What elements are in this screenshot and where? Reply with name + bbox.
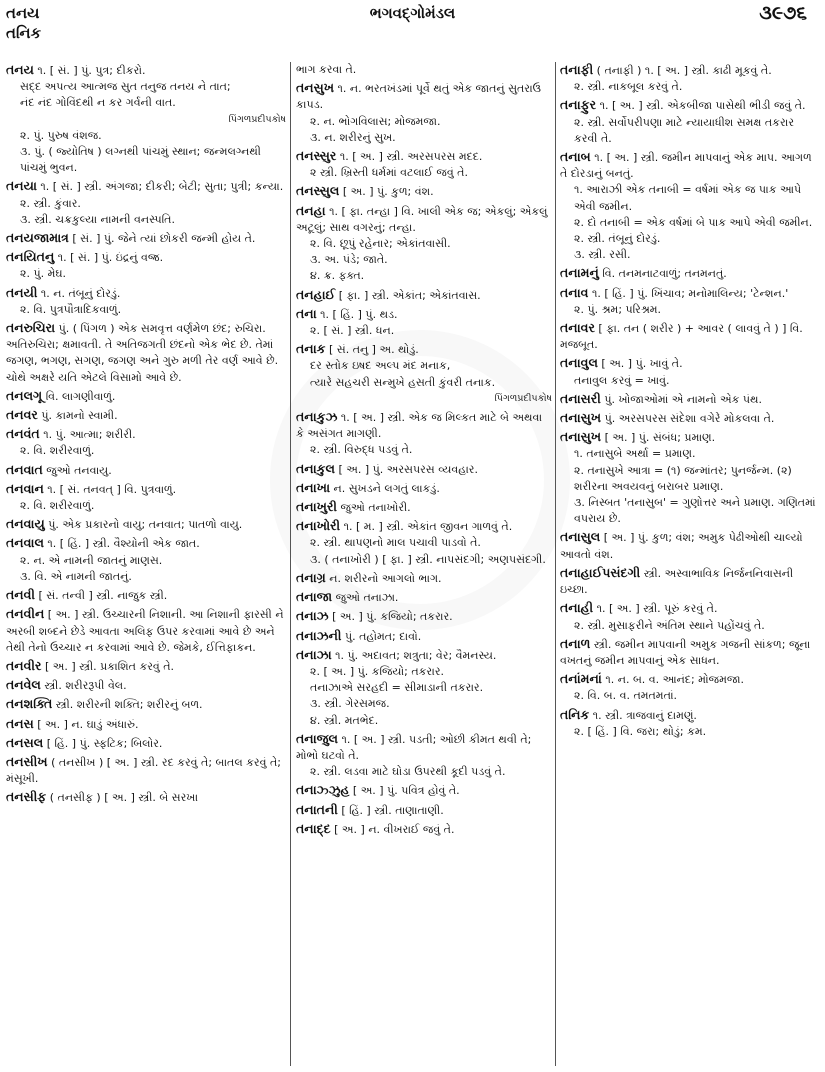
definition: ૧. ન. બ. વ. આનંદ; મોજમજા. <box>605 673 744 687</box>
definition: [ અ. ] પું. ખાવું તે. <box>601 357 683 371</box>
dictionary-entry <box>6 230 286 247</box>
dictionary-entry <box>560 707 820 740</box>
dictionary-entry <box>6 606 286 656</box>
headword: તનય <box>6 62 34 77</box>
headword: તનવાયુ <box>6 516 45 532</box>
headword: તનવીન <box>6 606 45 622</box>
headword: તનાસરી <box>560 390 601 406</box>
definition-line: ૨. દો તનાબી = એક વર્ષમાં બે પાક આપે એવી જમીન. <box>574 215 813 229</box>
headword: તનાગ્ર <box>296 569 326 585</box>
dictionary-entry <box>560 391 820 408</box>
dictionary-entry <box>6 462 286 479</box>
definition: સ્ત્રી. જમીન માપવાની અમુક ગજની સાંકળ; જૂના વખતનું જમીન માપવાનું એક સાધન. <box>560 637 811 667</box>
definition: [ અ. ] પું. કજિયો; તકરાર. <box>332 610 453 624</box>
definition-line: ૨. [ સં. ] સ્ત્રી. ધન. <box>310 324 395 338</box>
headword: તનાજા <box>296 589 333 605</box>
headword: તનાફુર <box>560 97 597 113</box>
definition-line: ૨. પું. મેઘ. <box>20 267 67 281</box>
dictionary-entry <box>296 80 552 146</box>
definition: [ અ. ] ન. ઘાડું અંધારું. <box>37 717 139 731</box>
definition-line: ત્યારે સહચરી સન્મુખે હસતી કુંવરી તનાક. <box>310 375 496 389</box>
headword: તનવાન <box>6 480 44 496</box>
dictionary-entry <box>296 409 552 459</box>
dictionary-entry <box>6 658 286 675</box>
dictionary-entry <box>296 480 552 497</box>
dictionary-entry <box>296 203 552 285</box>
definition-line: ૨. સ્ત્રી. સર્વોપરીપણા માટે ન્યાયાધીશ સમક્ષ તકરાર કરવી તે. <box>574 115 795 145</box>
headword: તનસ્સુલ <box>296 183 340 199</box>
definition-line: ૨. વિ. પુત્રપૌત્રાદિકવાળું. <box>20 302 122 316</box>
dictionary-entry <box>296 499 552 516</box>
headword: તનાખુરી <box>296 499 337 515</box>
headword: તનાકુલ <box>296 460 335 476</box>
headword: તનાવ <box>560 284 589 300</box>
headword: તનાતની <box>296 801 338 817</box>
definition-line: ૨. સ્ત્રી. લડવા માટે ઘોડા ઉપરથી કૂદી પડવું તે. <box>310 765 506 779</box>
definition-line: ૨. સ્ત્રી. કુંવાર. <box>20 196 81 210</box>
definition-line: ૧. તનાસુબે અર્થા = પ્રમાણ. <box>574 447 696 461</box>
column-1 <box>6 62 286 1066</box>
dictionary-entry <box>560 320 820 353</box>
definition: [ અ. ] સ્ત્રી. ઉચ્ચારની નિશાની. આ નિશાની ફારસી ને અરબી શબ્દને છેડે આવતા અલિફ ઉપર કરવામાં આવે છે અને તેથી તેનો ઉચ્ચાર ન કરવામાં આવે છે. જેમકે, ઈત્તિફાકન. <box>6 608 284 654</box>
dictionary-entry <box>6 178 286 228</box>
definition-line: ૩. નિસ્બત 'તનાસુબ' = ગુણોત્તર અને પ્રમાણ. ગણિતમાં વપરાય છે. <box>574 496 816 526</box>
headword: તનાઝની <box>296 627 342 643</box>
headword: તનયિતનુ <box>6 249 55 265</box>
headword: તનવી <box>6 587 35 603</box>
headword: તનાખા <box>296 479 331 495</box>
headword: તનાદ્દ <box>296 820 331 836</box>
dictionary-entry <box>560 636 820 669</box>
page-number: ૩૯૭૬ <box>759 2 807 24</box>
definition: [ અ. ] પું. પવિત્ર હોવું તે. <box>352 784 460 798</box>
headword: તનવીર <box>6 657 42 673</box>
definition: ૧. [ અ. ] સ્ત્રી. પડતી; ઓછી કીમત થવી તે; મોભો ઘટવો તે. <box>296 732 532 762</box>
headword: તનાહી <box>560 600 594 616</box>
dictionary-entry <box>6 535 286 585</box>
dictionary-entry <box>560 600 820 633</box>
headword: તનાઝા <box>296 646 332 662</box>
dictionary-entry <box>6 735 286 752</box>
dictionary-entry <box>296 628 552 645</box>
definition: સ્ત્રી. શરીરની શક્તિ; શરીરનું બળ. <box>55 698 203 712</box>
definition: ૧. [ અ. ] સ્ત્રી. એકબીજા પાસેથી ભીડી જવું તે. <box>599 99 806 113</box>
headword: તનસુખ <box>296 80 335 96</box>
definition-line: ૩. સ્ત્રી. ચક્રકુલ્યા નામની વનસ્પતિ. <box>20 212 175 226</box>
headword: તનયા <box>6 178 37 194</box>
definition: [ ફા. ] સ્ત્રી. એકાંત; એકાંતવાસ. <box>338 288 481 302</box>
definition: [ હિં. ] સ્ત્રી. તાણાતાણી. <box>341 803 444 817</box>
headword: તનાબ <box>560 149 591 165</box>
dictionary-entry <box>296 821 552 838</box>
definition: ૧. સ્ત્રી. ત્રાજવાનું દામણું. <box>592 708 697 722</box>
dictionary-entry <box>6 587 286 604</box>
definition: ન. સુખડને લગતું લાકડું. <box>333 481 440 495</box>
definition: ૧. [ અ. ] સ્ત્રી. જમીન માપવાનું એક માપ. આગળ તે દોરડાનું બનતું. <box>560 151 812 181</box>
headword: તનસ્સુર <box>296 148 337 164</box>
headword: તનવાલ <box>6 535 44 551</box>
dictionary-entry <box>6 320 286 386</box>
headword: તનાવર <box>560 320 595 336</box>
definition: [ અ. ] પું. કુળ; વંશ; અમુક પેઢીઓથી ચાલ્યો આવતો વંશ. <box>560 531 803 561</box>
headword: તનામનું <box>560 265 599 281</box>
definition: વિ. લાગણીવાળું. <box>45 389 116 403</box>
column-3 <box>560 62 820 1066</box>
definition-line: તનાવુલ કરવું = ખાવું. <box>574 373 670 387</box>
dictionary-entry <box>6 407 286 424</box>
definition: ૧. [ અ. ] સ્ત્રી. એક જ મિલ્કત માટે બે અથવા કે અસંગત માગણી. <box>296 411 543 441</box>
definition: ૧. [ હિં. ] પું. ખિંચાવ; મનોમાલિન્ય; 'ટેન્શન.' <box>591 286 789 300</box>
definition: ૧. ન. તંબૂનું દોરડું. <box>40 286 121 300</box>
dictionary-entry <box>6 696 286 713</box>
dictionary-entry <box>6 62 286 176</box>
dictionary-entry <box>296 647 552 729</box>
column-2 <box>296 62 552 1066</box>
headword: તનાળ <box>560 635 591 651</box>
headword: તનલગૂ <box>6 387 43 403</box>
definition: ( તનસીખ ) [ અ. ] સ્ત્રી. રદ કરવું તે; બાતલ કરવું તે; મંસૂખી. <box>6 755 281 786</box>
headword: તનવાત <box>6 461 43 477</box>
definition: ૧. [ સં. ] પું. પુત્ર; દીકરો. <box>37 64 146 77</box>
definition: ૧. પું. અદાવત; શત્રુતા; વેર; વૈમનસ્ય. <box>335 648 497 662</box>
headword: તનાફી <box>560 62 594 77</box>
definition: પું. એક પ્રકારનો વાયુ; તનવાત; પાતળો વાયુ. <box>48 518 243 532</box>
definition: [ સં. ] પું. જેને ત્યાં છોકરી જન્મી હોય તે. <box>72 232 256 246</box>
definition: સ્ત્રી. શરીરરૂપી વેલ. <box>44 679 127 693</box>
definition: ભાગ કરવા તે. <box>296 63 357 76</box>
column-divider <box>555 62 556 1066</box>
definition-line: ૩. સ્ત્રી. રસી. <box>574 248 631 262</box>
dictionary-entry <box>560 97 820 147</box>
headword: તનસ <box>6 715 34 731</box>
definition-line: ૨. સ્ત્રી. મુસાફરીને અંતિમ સ્થાને પહોંચવું તે. <box>574 618 765 632</box>
definition: [ અ. ] સ્ત્રી. પ્રકાશિત કરવું તે. <box>44 659 175 673</box>
column-divider <box>290 62 291 1066</box>
definition: [ સં. તનુ ] અ. થોડું. <box>329 343 419 357</box>
headword: તનસીખ <box>6 753 48 769</box>
headword: તનાસુખ <box>560 429 602 445</box>
dictionary-entry <box>560 410 820 427</box>
headword: તનહા <box>296 202 326 218</box>
definition-line: ૨. વિ. છૂપું રહેનાર; એકાંતવાસી. <box>310 237 451 251</box>
headword: તનાહાઈપસંદગી <box>560 564 641 580</box>
dictionary-entry <box>6 388 286 405</box>
guide-word-last: તનિક <box>6 24 42 42</box>
definition-line: ૨ સ્ત્રી. ખ્રિસ્તી ધર્મમાં વટલાઈ જવું તે. <box>310 166 468 180</box>
definition: [ હિં. ] પું. સ્ફટિક; બિલોર. <box>46 736 163 750</box>
running-title: ભગવદ્ગોમંડલ <box>369 4 456 22</box>
definition-line: ૩. પું. ( જ્યોતિષ ) લગ્નથી પાંચમું સ્થાન; જન્મલગ્નથી પાંચમું ભુવન. <box>20 145 261 175</box>
definition-line: ૩. ( તનાખોરી ) [ ફા. ] સ્ત્રી. નાપસંદગી; અણપસંદગી. <box>310 552 546 566</box>
headword: તનવેલ <box>6 677 41 693</box>
definition: પું. ખોજાઓમાં એ નામનો એક પંથ. <box>604 392 762 406</box>
definition-line: ૩. અ. પંડે; જાતે. <box>310 253 388 267</box>
dictionary-entry <box>296 306 552 339</box>
dictionary-entry <box>560 62 820 95</box>
dictionary-entry <box>296 782 552 799</box>
definition-line: ૩. સ્ત્રી. ગેરસમજ. <box>310 697 390 711</box>
definition: જુઓ તનાઝા. <box>335 591 399 605</box>
definition: ૧. [ સં. ] સ્ત્રી. અંગજા; દીકરી; બેટી; સુતા; પુત્રી; કન્યા. <box>40 180 284 194</box>
definition-line: સદ્દ અપત્ય આત્મજ સુત તનુજ તનય ને તાત; <box>20 80 231 94</box>
headword: તનાઝ્ઝુહ <box>296 782 350 798</box>
dictionary-entry <box>296 589 552 606</box>
definition: [ ફા. તન ( શરીર ) + આવર ( લાવવું તે ) ] વિ. મજબૂત. <box>560 322 803 352</box>
dictionary-entry <box>296 62 552 78</box>
definition: ૧. [ હિં. ] પું. થડ. <box>320 307 398 321</box>
dictionary-entry <box>296 183 552 200</box>
headword: તનશક્તિ <box>6 696 53 712</box>
definition: પું. ( પિંગળ ) એક સમવૃત્ત વર્ણમેળ છંદ; રુચિરા. અતિરુચિરા; ક્ષમાવતી. તે અતિજગતી છંદનો એક ભેદ છે. તેમાં જગણ, ભગણ, સગણ, જગણ અને ગુરુ મળી તેર વર્ણ આવે છે. ચોથે અક્ષરે યતિ એટલે વિસામો આવે છે. <box>6 322 279 384</box>
dictionary-entry <box>6 481 286 514</box>
dictionary-entry <box>560 149 820 263</box>
dictionary-entry <box>296 148 552 181</box>
definition-line: પિંગળપ્રદીપકોષ <box>494 392 552 404</box>
headword: તનાંમનાં <box>560 671 602 687</box>
definition-line: ૧. આરાઝી એક તનાબી = વર્ષમાં એક જ પાક આપે એવી જમીન. <box>574 183 802 213</box>
headword: તનરુચિરા <box>6 320 56 336</box>
headword: તના <box>296 305 317 321</box>
dictionary-entry <box>296 518 552 568</box>
dictionary-entry <box>560 285 820 318</box>
headword: તનાવુલ <box>560 355 598 371</box>
definition: જુઓ તનાખોરી. <box>340 501 411 515</box>
headword: તનાસુખ <box>560 410 602 426</box>
definition: [ અ. ] પું. સંબંધ; પ્રમાણ. <box>604 431 716 445</box>
definition: પું. કામનો સ્વામી. <box>41 409 118 423</box>
definition: [ સં. તન્વી ] સ્ત્રી. નાજુક સ્ત્રી. <box>38 589 168 603</box>
definition-line: પિંગળપ્રદીપકોષ <box>228 113 286 125</box>
definition-line: ૪. ક્ર. ફક્ત. <box>310 269 365 283</box>
definition: ન. શરીરનો આગલો ભાગ. <box>329 571 442 585</box>
definition-line: ૨. સ્ત્રી. થાપણનો માલ પચાવી પાડવો તે. <box>310 536 481 550</box>
headword: તનયજામાત્ર <box>6 230 69 246</box>
headword: તનહાઈ <box>296 286 336 302</box>
definition: ૧. [ સં. તનવત્ ] વિ. પુત્રવાળું. <box>47 482 177 496</box>
headword: તનાસુલ <box>560 529 601 545</box>
dictionary-entry <box>560 671 820 704</box>
definition-line: ૨. સ્ત્રી. તંબૂનું દોરડું. <box>574 232 661 246</box>
dictionary-entry <box>6 754 286 787</box>
dictionary-entry <box>296 802 552 819</box>
dictionary-entry <box>6 285 286 318</box>
dictionary-entry <box>296 731 552 781</box>
dictionary-entry <box>6 677 286 694</box>
definition: ( તનાફી ) ૧. [ અ. ] સ્ત્રી. કાઢી મૂકવું તે. <box>596 64 772 77</box>
definition-line: ૨. ન. ભોગવિલાસ; મોજમજા. <box>310 114 441 128</box>
dictionary-entry <box>560 355 820 388</box>
definition: ૧. [ ફા. તન્હા ] વિ. ખાલી એક જ; એકલું; એકલું અટૂલું; સાથ વગરનું; તન્હા. <box>296 204 548 234</box>
dictionary-entry <box>560 265 820 282</box>
definition: ૧. [ અ. ] સ્ત્રી. અરસપરસ મદદ. <box>339 150 483 164</box>
dictionary-entry <box>296 608 552 625</box>
definition-line: તનાઝાએ સરહદી = સીમાડાની તકરાર. <box>310 681 484 695</box>
definition-line: ૨. સ્ત્રી. નાકબૂલ કરવું તે. <box>574 80 683 94</box>
dictionary-entry <box>560 429 820 527</box>
definition-line: ૩. વિ. એ નામની જાતનું. <box>20 569 132 583</box>
headword: તનવંત <box>6 426 40 442</box>
definition: [ અ. ] પું. અરસપરસ વ્યવહાર. <box>338 462 478 476</box>
definition-line: દર સ્તોક ઇષદ અલ્પ મંદ મનાક, <box>310 359 451 373</box>
headword: તનવર <box>6 407 38 423</box>
definition-line: ૨. વિ. શરીરવાળું. <box>20 499 95 513</box>
definition: વિ. તનમનાટવાળું; તનમનતું. <box>602 267 727 281</box>
definition-line: ૨. [ અ. ] પું. કજિયો; તકરાર. <box>310 664 445 678</box>
definition: ( તનસીફ ) [ અ. ] સ્ત્રી. બે સરખા <box>49 791 199 805</box>
headword: તનિક <box>560 706 590 722</box>
guide-word-first: તનય <box>6 4 40 22</box>
definition-line: ૨. સ્ત્રી. વિરુદ્ધ પડવું તે. <box>310 443 413 457</box>
headword: તનાખોરી <box>296 518 341 534</box>
definition-line: ૨. પું. પુરુષ વંશજ. <box>20 128 102 142</box>
definition-line: ૨. ન. એ નામની જાતનું માણસ. <box>20 553 163 567</box>
dictionary-entry <box>6 789 286 806</box>
dictionary-entry <box>296 461 552 478</box>
definition: ૧. [ મ. ] સ્ત્રી. એકાંત જીવન ગાળવું તે. <box>343 520 513 534</box>
dictionary-entry <box>296 341 552 407</box>
definition: ૧. ન. ભરતખંડમાં પૂર્વે થતું એક જાતનું સુતરાઉ કાપડ. <box>296 82 541 112</box>
dictionary-entry <box>296 287 552 304</box>
headword: તનાક <box>296 341 326 357</box>
definition: ૧. [ અ. ] સ્ત્રી. પૂરું કરવું તે. <box>596 602 718 616</box>
definition: [ અ. ] પું. કુળ; વંશ. <box>342 185 434 199</box>
headword: તનાઝ <box>296 608 329 624</box>
dictionary-entry <box>296 570 552 587</box>
headword: તનસીફ <box>6 789 47 805</box>
dictionary-entry <box>6 426 286 459</box>
definition-line: ૩. ન. શરીરનું સુખ. <box>310 130 396 144</box>
dictionary-entry <box>560 529 820 562</box>
definition: પું. અરસપરસ સંદેશા વગેરે મોકલવા તે. <box>604 412 775 426</box>
definition: પું. તહોમત; દાવો. <box>344 629 422 643</box>
definition: સ્ત્રી. અસ્વાભાવિક નિર્જનનિવાસની ઇચ્છા. <box>560 566 794 597</box>
definition-line: ૨. પું. શ્રમ; પરિશ્રમ. <box>574 302 662 316</box>
definition: જુઓ તનવાયુ. <box>46 463 112 477</box>
definition-line: ૨. વિ. શરીરવાળું. <box>20 444 95 458</box>
page-header <box>0 0 825 66</box>
definition-line: ૪. સ્ત્રી. મતભેદ. <box>310 713 379 727</box>
definition-line: ૨. વિ. બ. વ. તમતમતાં. <box>574 689 678 703</box>
definition-line: ૨. તનાસુખે આત્રા = (૧) જન્માંતર; પુનર્જન્મ. (૨) શરીરના અવયવનું બરાબર પ્રમાણ. <box>574 463 792 493</box>
definition-line: ૨. [ હિં. ] વિ. જરા; થોડું; કમ. <box>574 724 707 738</box>
definition: ૧. પું. આત્મા; શરીરી. <box>43 428 136 442</box>
headword: તનસલ <box>6 734 44 750</box>
definition: ૧. [ સં. ] પું. ઇંદ્રનું વજ્ર. <box>57 251 164 265</box>
dictionary-entry <box>6 516 286 533</box>
definition: ૧. [ હિં. ] સ્ત્રી. વૈશ્યોની એક જાત. <box>47 537 200 551</box>
dictionary-entry <box>6 716 286 733</box>
dictionary-entry <box>560 565 820 598</box>
headword: તનયી <box>6 284 38 300</box>
definition-line: નંદ નંદ ગોવિંદથી ન કર ગર્વની વાત. <box>20 96 176 110</box>
definition: [ અ. ] ન. વીખરાઈ જવું તે. <box>334 822 455 836</box>
headword: તનાજુલ <box>296 730 338 746</box>
headword: તનાકુઝ <box>296 409 338 425</box>
dictionary-entry <box>6 249 286 282</box>
